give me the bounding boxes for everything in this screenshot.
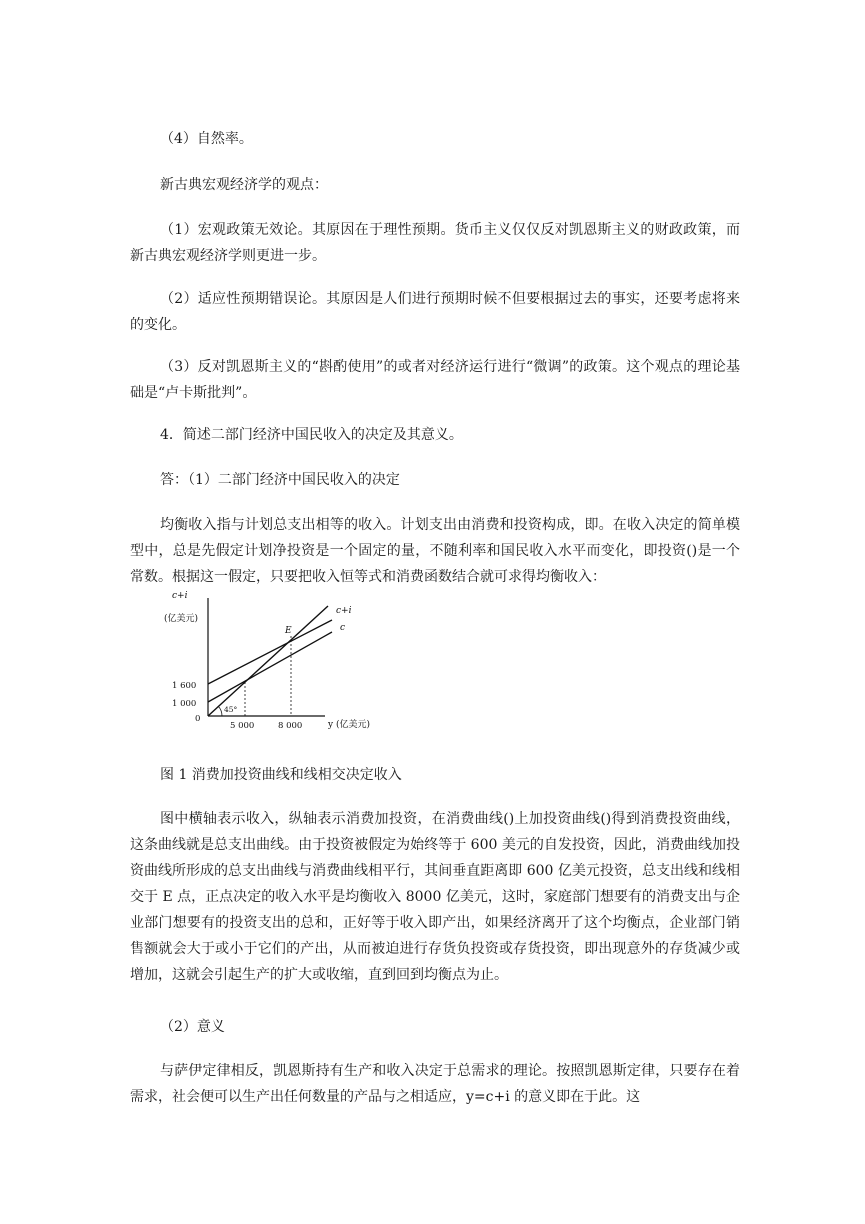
figure-caption: 图 1 消费加投资曲线和线相交决定收入 bbox=[160, 767, 402, 783]
paragraph-adaptive-expectations: （2）适应性预期错误论。其原因是人们进行预期时候不但要根据过去的事实，还要考虑将来的变化。 bbox=[130, 291, 740, 333]
answer-heading: 答：（1）二部门经济中国民收入的决定 bbox=[160, 472, 400, 488]
y-tick-1000: 1 000 bbox=[172, 699, 197, 709]
line-ci-label: c+i bbox=[336, 606, 352, 616]
equilibrium-point-label: E bbox=[285, 626, 292, 636]
y-tick-1600: 1 600 bbox=[172, 681, 197, 691]
paragraph-significance: 与萨伊定律相反，凯恩斯持有生产和收入决定于总需求的理论。按照凯恩斯定律，只要存在着需求，社会便可以生产出任何数量的产品与之相适应，y=c+i 的意义即在于此。这 bbox=[130, 1063, 740, 1105]
income-determination-figure bbox=[150, 588, 380, 738]
paragraph-policy-ineffectiveness: （1）宏观政策无效论。其原因在于理性预期。货币主义仅仅反对凯恩斯主义的财政政策，而新古典宏观经济学则更进一步。 bbox=[130, 222, 740, 264]
x-tick-8000: 8 000 bbox=[278, 721, 303, 731]
angle-arc bbox=[218, 706, 222, 716]
origin-label: 0 bbox=[195, 714, 201, 724]
angle-label: 45° bbox=[224, 705, 238, 714]
aggregate-expenditure-line bbox=[208, 620, 332, 684]
45-degree-line bbox=[208, 606, 328, 716]
paragraph-new-classical-heading: 新古典宏观经济学的观点： bbox=[160, 177, 328, 193]
significance-heading: （2）意义 bbox=[160, 1019, 225, 1035]
x-axis-label: y (亿美元) bbox=[328, 720, 370, 730]
y-axis-title: c+i bbox=[172, 591, 188, 601]
paragraph-fine-tuning: （3）反对凯恩斯主义的“斟酌使用”的或者对经济运行进行“微调”的政策。这个观点的理论基础是“卢卡斯批判”。 bbox=[130, 359, 740, 401]
paragraph-figure-explanation: 图中横轴表示收入，纵轴表示消费加投资，在消费曲线()上加投资曲线()得到消费投资曲线，这条曲线就是总支出曲线。由于投资被假定为始终等于 600 美元的自发投资，因此，消费曲线加投资曲线所形成的总支出曲线与消费曲线相平行，其间垂直距离即 600 亿美元投资，总支出线和线相交于 E 点，正点决定的收入水平是均衡收入 8000 亿美元，这时，家庭部门想要有的消费支出与企业部门想要有的投资支出的总和，正好等于收入即产出，如果经济离开了这个均衡点，企业部门销售额就会大于或小于它们的产出，从而被迫进行存货负投资或存货投资，即出现意外的存货减少或增加，这就会引起生产的扩大或收缩，直到回到均衡点为止。 bbox=[130, 811, 740, 983]
paragraph-natural-rate: （4）自然率。 bbox=[160, 131, 253, 147]
line-c-label: c bbox=[340, 623, 346, 633]
question-heading: 4．简述二部门经济中国民收入的决定及其意义。 bbox=[160, 427, 463, 443]
paragraph-equilibrium-income: 均衡收入指与计划总支出相等的收入。计划支出由消费和投资构成，即。在收入决定的简单模型中，总是先假定计划净投资是一个固定的量，不随利率和国民收入水平而变化，即投资()是一个常数。根据这一假定，只要把收入恒等式和消费函数结合就可求得均衡收入： bbox=[130, 517, 740, 585]
consumption-line bbox=[208, 632, 332, 702]
x-tick-5000: 5 000 bbox=[230, 721, 255, 731]
y-axis-unit: (亿美元) bbox=[164, 614, 199, 624]
